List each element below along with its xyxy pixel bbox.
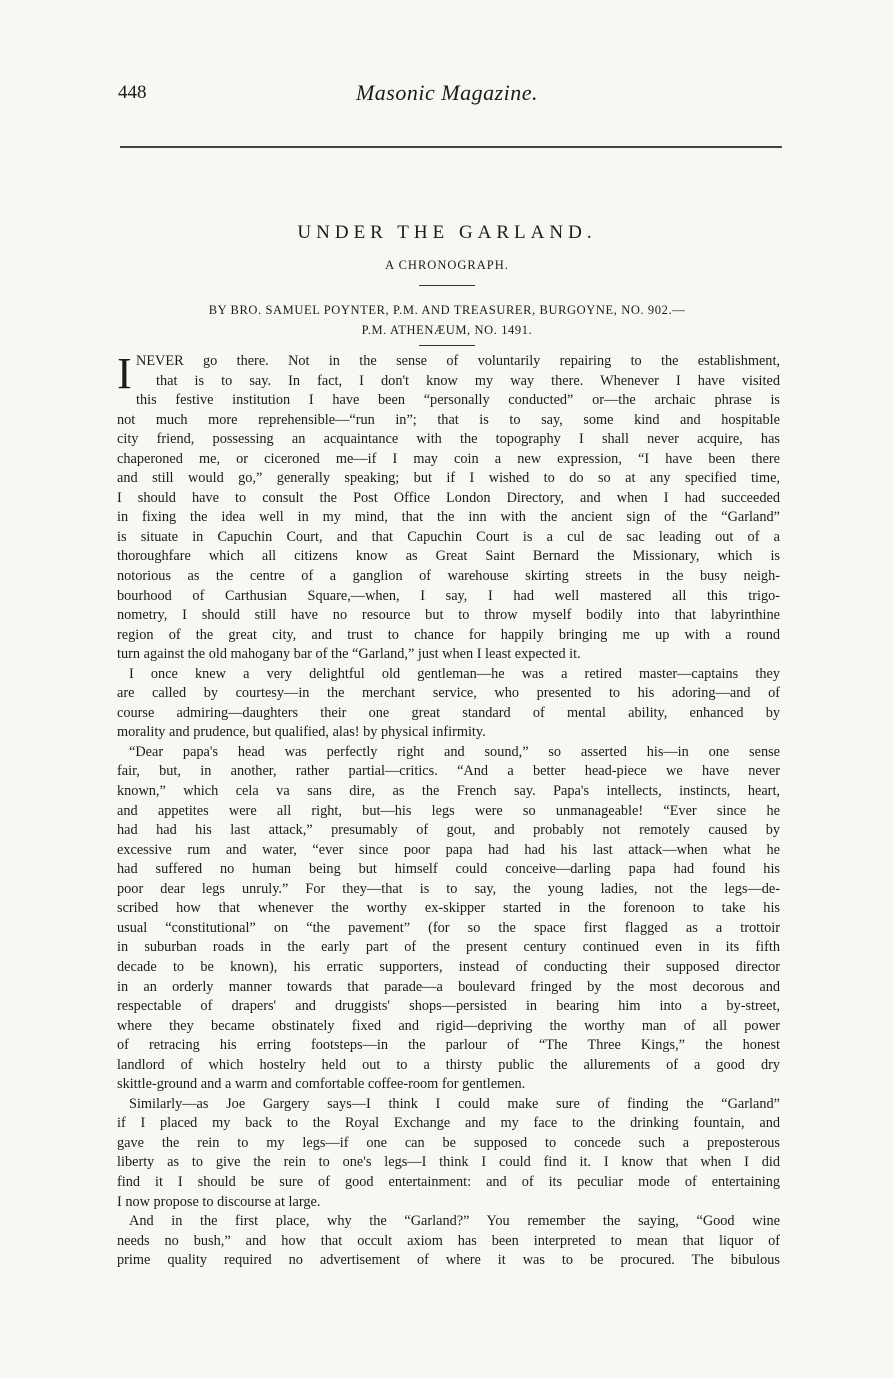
- running-head: Masonic Magazine.: [355, 80, 539, 105]
- text-line: in an orderly manner towards that parade—a boulevard fringed by the most decorous and: [117, 978, 780, 995]
- text-line: NEVER go there. Not in the sense of voluntarily repairing to the establishment,: [136, 353, 780, 369]
- text-line: notorious as the centre of a ganglion of warehouse skirting streets in the busy neigh-: [117, 568, 780, 585]
- text-line: had suffered no human being but himself could conceive—darling papa had found his: [117, 861, 780, 878]
- text-line: bourhood of Carthusian Square,—when, I say, I had well mastered all this trigo-: [117, 587, 780, 604]
- text-line: decade to be known), his erratic supporters, instead of conducting their supposed director: [117, 958, 780, 975]
- text-line: and appetites were all right, but—his legs were so unmanageable! “Ever since he: [117, 802, 780, 819]
- text-line: usual “constitutional” on “the pavement” (for so the space first flagged as a trottoir: [117, 919, 780, 936]
- text-line: And in the first place, why the “Garland?” You remember the saying, “Good wine: [129, 1213, 780, 1230]
- text-line: region of the great city, and trust to chance for happily bringing me up with a round: [117, 626, 780, 643]
- text-line: morality and prudence, but qualified, alas! by physical infirmity.: [117, 724, 486, 741]
- text-line: fair, but, in another, rather partial—critics. “And a better head-piece we have never: [117, 763, 780, 780]
- text-line: chaperoned me, or ciceroned me—if I may coin a new expression, “I have been there: [117, 450, 780, 467]
- page-number: 448: [118, 82, 147, 103]
- text-line: are called by courtesy—in the merchant service, who presented to his adoring—and of: [117, 685, 780, 702]
- text-line: course admiring—daughters their one great standard of mental ability, enhanced by: [117, 704, 780, 721]
- title-divider: [419, 285, 475, 286]
- drop-cap: I: [117, 349, 132, 398]
- text-line: scribed how that whenever the worthy ex-skipper started in the forenoon to take his: [117, 900, 780, 917]
- text-line: find it I should be sure of good entertainment: and of its peculiar mode of entertaining: [117, 1173, 780, 1190]
- text-line: poor dear legs unruly.” For they—that is to say, the young ladies, not the legs—de-: [117, 880, 780, 897]
- header-rule: [120, 146, 782, 148]
- text-line: known,” which cela va sans dire, as the French say. Papa's intellects, instincts, heart,: [117, 783, 780, 800]
- article-title: UNDER THE GARLAND.: [297, 222, 597, 243]
- text-line: nometry, I should still have no resource but to throw myself bodily into that labyrinthine: [117, 607, 780, 624]
- text-line: this festive institution I have been “personally conducted” or—the archaic phrase is: [136, 392, 780, 409]
- text-line: that is to say. In fact, I don't know my way there. Whenever I have visited: [156, 372, 780, 389]
- text-line: needs no bush,” and how that occult axiom has been interpreted to mean that liquor of: [117, 1232, 780, 1249]
- text-line: if I placed my back to the Royal Exchange and my face to the drinking fountain, and: [117, 1115, 780, 1132]
- text-line: Similarly—as Joe Gargery says—I think I could make sure of finding the “Garland”: [129, 1095, 780, 1112]
- article-subtitle: A CHRONOGRAPH.: [385, 258, 509, 272]
- byline-line: BY BRO. SAMUEL POYNTER, P.M. AND TREASURER, BURGOYNE, NO. 902.—: [208, 303, 686, 317]
- text-line: liberty as to give the rein to one's legs—I think I could find it. I know that when I did: [117, 1154, 780, 1171]
- text-line: excessive rum and water, “ever since poor papa had had his last attack—when what he: [117, 841, 780, 858]
- text-line: gave the rein to my legs—if one can be supposed to concede such a preposterous: [117, 1134, 780, 1151]
- text-line: respectable of drapers' and druggists' shops—persisted in bearing him into a by-street,: [117, 998, 780, 1015]
- text-line: I should have to consult the Post Office London Directory, and when I had succeeded: [117, 489, 780, 506]
- text-line: where they became obstinately fixed and rigid—depriving the worthy man of all power: [117, 1017, 780, 1034]
- text-line: in fixing the idea well in my mind, that the inn with the ancient sign of the “Garland”: [117, 509, 780, 526]
- text-line: city friend, possessing an acquaintance with the topography I shall never acquire, has: [117, 431, 780, 448]
- text-line: had had his last attack,” presumably of gout, and probably not remotely caused by: [117, 822, 780, 839]
- text-line: thoroughfare which all citizens know as Great Saint Bernard the Missionary, which is: [117, 548, 780, 565]
- text-line: landlord of which hostelry held out to a thirsty public the allurements of a good dry: [117, 1056, 780, 1073]
- byline-divider: [419, 345, 475, 346]
- text-line: I once knew a very delightful old gentleman—he was a retired master—captains they: [129, 665, 780, 682]
- text-line: prime quality required no advertisement of where it was to be procured. The bibulous: [117, 1252, 780, 1269]
- text-line: in suburban roads in the early part of the present century continued even in its fifth: [117, 939, 780, 956]
- text-line: “Dear papa's head was perfectly right and sound,” so asserted his—in one sense: [129, 743, 780, 760]
- text-line: and still would go,” generally speaking; but if I wished to do so at any specified time,: [117, 470, 780, 487]
- byline: [140, 300, 754, 340]
- text-line: not much more reprehensible—“run in”; that is to say, some kind and hospitable: [117, 411, 780, 428]
- text-line: is situate in Capuchin Court, and that Capuchin Court is a cul de sac leading out of a: [117, 528, 780, 545]
- article-body: [117, 349, 780, 1271]
- text-line: I now propose to discourse at large.: [117, 1193, 321, 1210]
- byline-line: P.M. ATHENÆUM, NO. 1491.: [361, 323, 533, 337]
- text-line: skittle-ground and a warm and comfortable coffee-room for gentlemen.: [117, 1076, 526, 1093]
- text-line: of retracing his erring footsteps—in the parlour of “The Three Kings,” the honest: [117, 1037, 780, 1054]
- text-line: turn against the old mahogany bar of the “Garland,” just when I least expected it.: [117, 646, 581, 663]
